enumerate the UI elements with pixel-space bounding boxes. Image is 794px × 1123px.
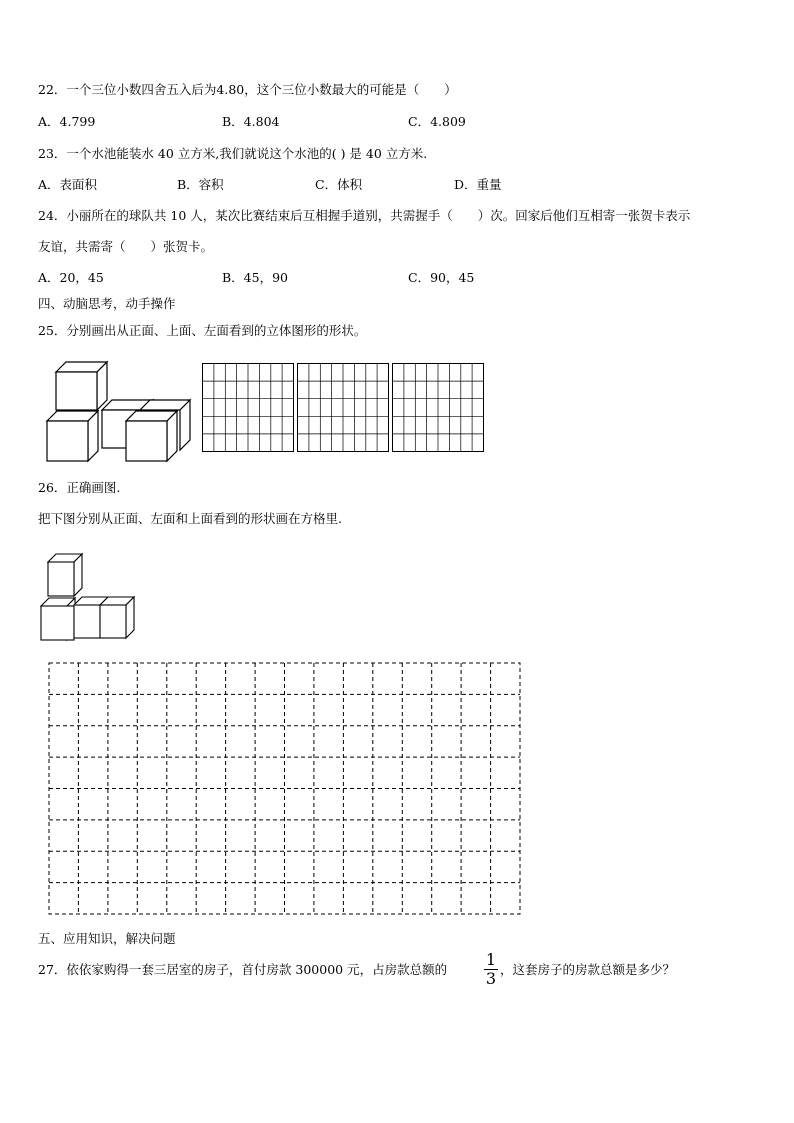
- q23-option-a: A．表面积: [38, 177, 98, 192]
- q24-stem-line1: 24．小丽所在的球队共 10 人，某次比赛结束后互相握手道别，共需握手（ ）次。回家后他们互相寄一张贺卡表示: [38, 208, 691, 223]
- q27-fraction-numerator: 1: [485, 950, 497, 969]
- q24-option-c: C．90，45: [408, 270, 475, 285]
- q27-fraction: [484, 952, 498, 987]
- q24-option-a: A．20，45: [38, 270, 104, 285]
- q22-option-a: A．4.799: [38, 114, 96, 129]
- q27-stem-before: 27．依依家购得一套三居室的房子，首付房款 300000 元，占房款总额的: [38, 962, 448, 977]
- section-4-title: 四、动脑思考，动手操作: [38, 296, 176, 311]
- q27-stem-after: ，这套房子的房款总额是多少？: [500, 962, 676, 977]
- q25-stem: 25．分别画出从正面、上面、左面看到的立体图形的形状。: [38, 323, 367, 338]
- q24-option-b: B．45，90: [222, 270, 288, 285]
- q25-grid-left: [392, 363, 485, 453]
- q25-grid-front: [202, 363, 295, 453]
- q22-stem: 22．一个三位小数四舍五入后为4.80，这个三位小数最大的可能是（ ）: [38, 82, 457, 97]
- q24-stem-line2: 友谊，共需寄（ ）张贺卡。: [38, 239, 214, 254]
- q26-cube-figure: [38, 550, 138, 642]
- q25-cube-figure: [44, 358, 194, 466]
- q25-grid-top: [297, 363, 390, 453]
- q27-fraction-denominator: 3: [485, 969, 497, 988]
- q22-option-b: B．4.804: [222, 114, 280, 129]
- q23-stem: 23．一个水池能装水 40 立方米,我们就说这个水池的( ) 是 40 立方米.: [38, 146, 428, 161]
- q26-dashed-grid: [48, 662, 522, 916]
- q26-instruction: 把下图分别从正面、左面和上面看到的形状画在方格里.: [38, 511, 342, 526]
- q23-option-b: B．容积: [177, 177, 224, 192]
- q23-option-d: D．重量: [454, 177, 502, 192]
- section-5-title: 五、应用知识，解决问题: [38, 931, 176, 946]
- q26-stem: 26．正确画图.: [38, 480, 121, 495]
- q23-option-c: C．体积: [315, 177, 363, 192]
- q22-option-c: C．4.809: [408, 114, 466, 129]
